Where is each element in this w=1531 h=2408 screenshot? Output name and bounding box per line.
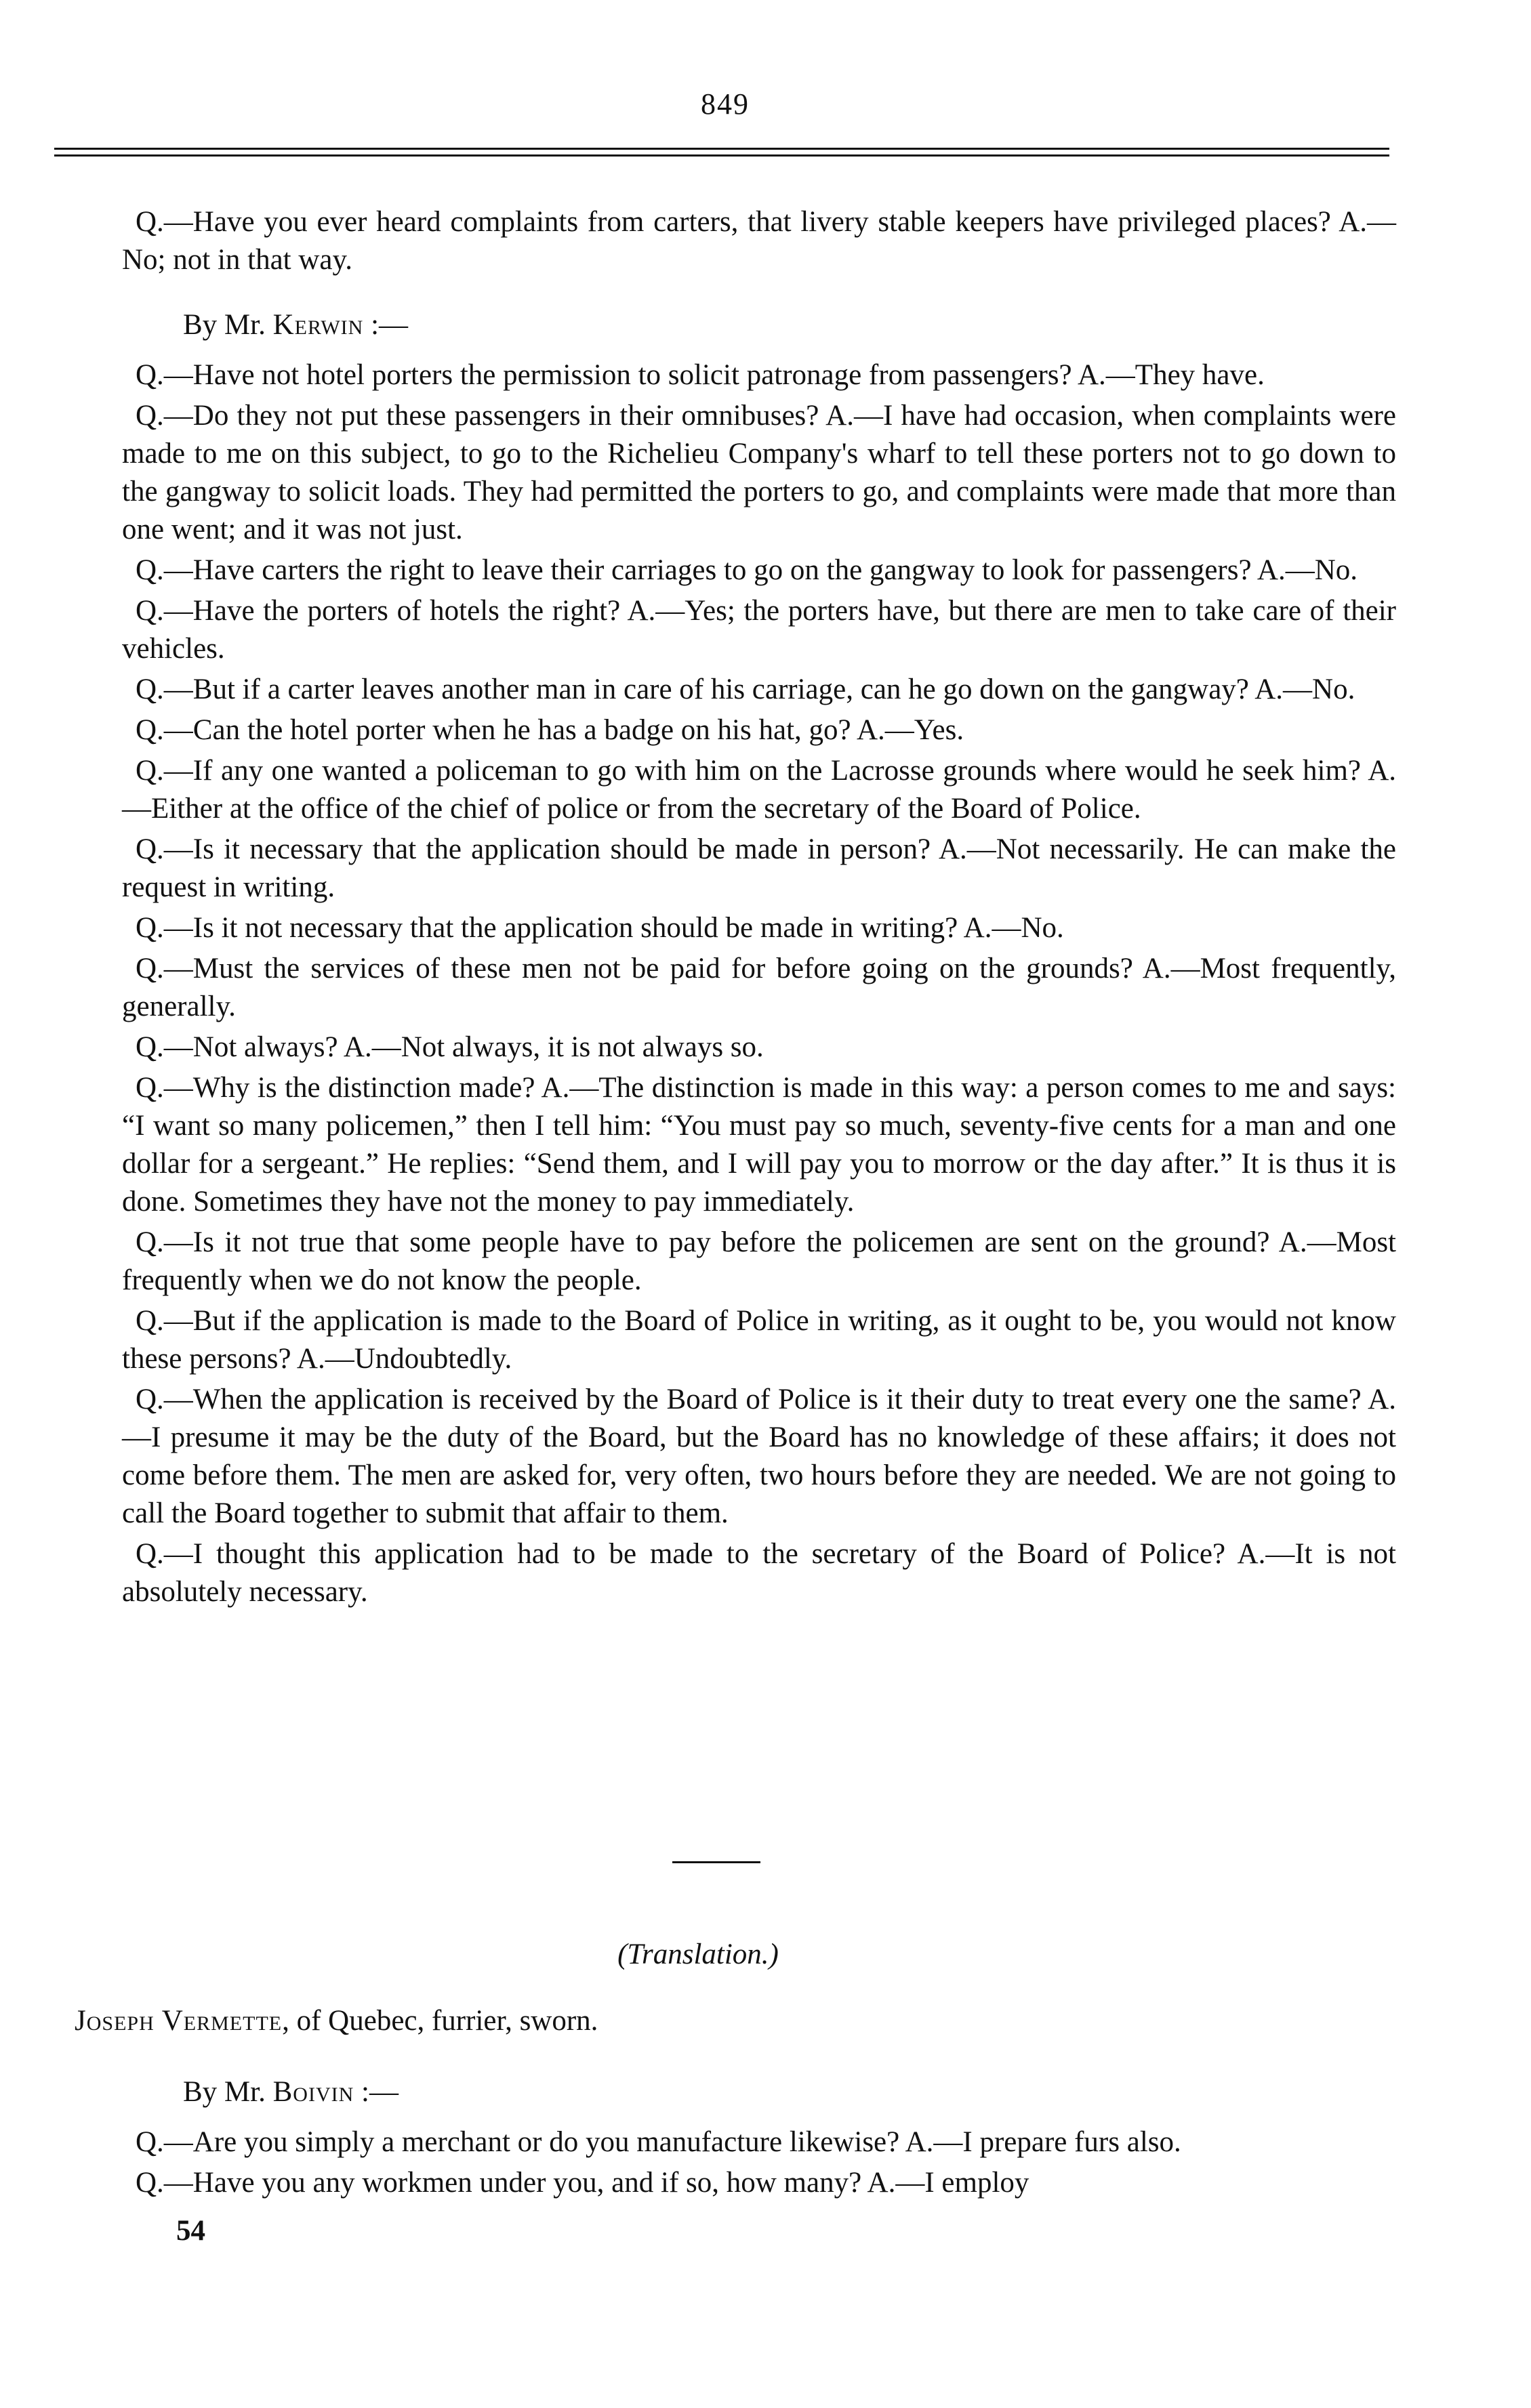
qa-paragraph: Q.—Are you simply a merchant or do you manufacture likewise? A.—I prepare furs also.: [136, 2126, 1181, 2158]
qa-paragraph: Q.—Is it necessary that the application should be made in person? A.—Not necessarily. He can make the request in writing.: [122, 833, 1396, 903]
examination-boivin: [122, 2073, 1396, 2205]
qa-paragraph: Q.—When the application is received by the Board of Police is it their duty to treat every one the same? A.—I presume it may be the duty of the Board, but the Board has no knowledge of these affairs; it does not come before them. The men are asked for, very often, two hours before they are needed. We are not going to call the Board together to submit that affair to them.: [122, 1384, 1396, 1529]
page-number: 849: [701, 87, 750, 121]
examiner-heading: [122, 2073, 1396, 2111]
qa-paragraph: Q.—Have carters the right to leave their carriages to go on the gangway to look for passengers? A.—No.: [136, 554, 1358, 586]
qa-paragraph: Q.—Not always? A.—Not always, it is not always so.: [136, 1031, 764, 1063]
qa-paragraph: Q.—Have the porters of hotels the right? A.—Yes; the porters have, but there are men to take care of their vehicles.: [122, 595, 1396, 665]
qa-paragraph: Q.—I thought this application had to be made to the secretary of the Board of Police? A.—It is not absolutely necessary.: [122, 1538, 1396, 1608]
qa-paragraph: Q.—But if the application is made to the Board of Police in writing, as it ought to be, you would not know these persons? A.—Undoubtedly.: [122, 1305, 1396, 1375]
qa-paragraph: Q.—If any one wanted a policeman to go with him on the Lacrosse grounds where would he seek him? A.—Either at the office of the chief of police or from the secretary of the Board of Police.: [122, 755, 1396, 825]
qa-paragraph: Q.—Can the hotel porter when he has a badge on his hat, go? A.—Yes.: [136, 714, 964, 746]
examiner-suffix: :—: [371, 309, 409, 341]
qa-paragraph: Q.—But if a carter leaves another man in care of his carriage, can he go down on the gangway? A.—No.: [136, 673, 1355, 705]
qa-paragraph: Q.—Have not hotel porters the permission to solicit patronage from passengers? A.—They have.: [136, 359, 1265, 391]
header-rule-line: [54, 154, 1389, 157]
qa-paragraph: Q.—Must the services of these men not be paid for before going on the grounds? A.—Most frequently, generally.: [122, 953, 1396, 1022]
qa-paragraph: Q.—Is it not true that some people have to pay before the policemen are sent on the ground? A.—Most frequently when we do not know the people.: [122, 1226, 1396, 1296]
examiner-name: Kerwin: [272, 309, 364, 341]
qa-paragraph: Q.—Why is the distinction made? A.—The distinction is made in this way: a person comes to me and says: “I want so many policemen,” then I tell him: “You must pay so much, seventy-five cents for a man and one dollar for a sergeant.” He replies: “Send them, and I will pay you to morrow or the day after.” It is thus it is done. Sometimes they have not the money to pay immediately.: [122, 1072, 1396, 1218]
examiner-suffix: :—: [361, 2076, 399, 2108]
witness-description: , of Quebec, furrier, sworn.: [282, 2005, 598, 2037]
examination-kerwin: [122, 306, 1396, 1614]
section-divider: [672, 1861, 760, 1863]
qa-paragraph: Q.—Is it not necessary that the application should be made in writing? A.—No.: [136, 912, 1064, 944]
examiner-prefix: By Mr.: [183, 2076, 266, 2108]
examiner-prefix: By Mr.: [183, 309, 266, 341]
header-rule-line: [54, 148, 1389, 150]
examiner-heading: [122, 306, 1396, 344]
qa-paragraph: Q.—Have you any workmen under you, and if so, how many? A.—I employ: [136, 2167, 1029, 2199]
witness-name: Joseph Vermette: [75, 2005, 283, 2037]
qa-paragraph: Q.—Do they not put these passengers in their omnibuses? A.—I have had occasion, when complaints were made to me on this subject, to go to the Richelieu Company's wharf to tell these porters not to go down to the gangway to solicit loads. They had permitted the porters to go, and complaints were made that more than one went; and it was not just.: [122, 400, 1396, 545]
signature-mark: 54: [176, 2215, 205, 2247]
witness-line: [75, 2004, 1362, 2037]
header-double-rule: [54, 148, 1389, 160]
intro-qa-block: [122, 203, 1396, 282]
examiner-name: Boivin: [272, 2076, 354, 2108]
translation-note: (Translation.): [617, 1938, 779, 1970]
qa-paragraph: Q.—Have you ever heard complaints from carters, that livery stable keepers have privileged places? A.—No; not in that way.: [122, 206, 1396, 276]
